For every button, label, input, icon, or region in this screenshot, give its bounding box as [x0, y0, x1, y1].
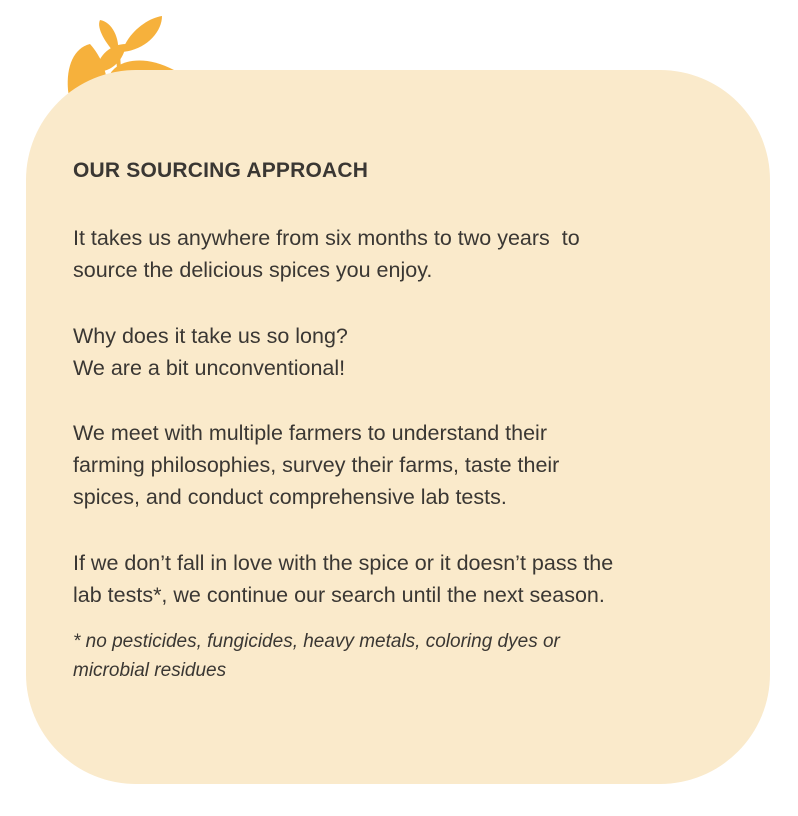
paragraph-timeframe — [73, 222, 753, 286]
card-content — [73, 156, 753, 685]
paragraph-line: Why does it take us so long? — [73, 324, 348, 348]
paragraph-process — [73, 417, 753, 513]
paragraph-line: We meet with multiple farmers to understand their — [73, 421, 547, 445]
footnote — [73, 627, 753, 685]
footnote-line: microbial residues — [73, 660, 227, 681]
paragraph-why — [73, 320, 753, 384]
card-heading: OUR SOURCING APPROACH — [73, 159, 369, 182]
paragraph-line: If we don’t fall in love with the spice or it doesn’t pass the — [73, 551, 614, 575]
paragraph-line: It takes us anywhere from six months to two years to — [73, 226, 580, 250]
paragraph-line: lab tests*, we continue our search until the next season. — [73, 583, 605, 607]
paragraph-line: spices, and conduct comprehensive lab tests. — [73, 485, 507, 509]
paragraph-line: farming philosophies, survey their farms, taste their — [73, 453, 560, 477]
footnote-line: * no pesticides, fungicides, heavy metals, coloring dyes or — [73, 631, 560, 652]
paragraph-line: source the delicious spices you enjoy. — [73, 258, 433, 282]
paragraph-criteria — [73, 547, 753, 611]
paragraph-line: We are a bit unconventional! — [73, 356, 346, 380]
